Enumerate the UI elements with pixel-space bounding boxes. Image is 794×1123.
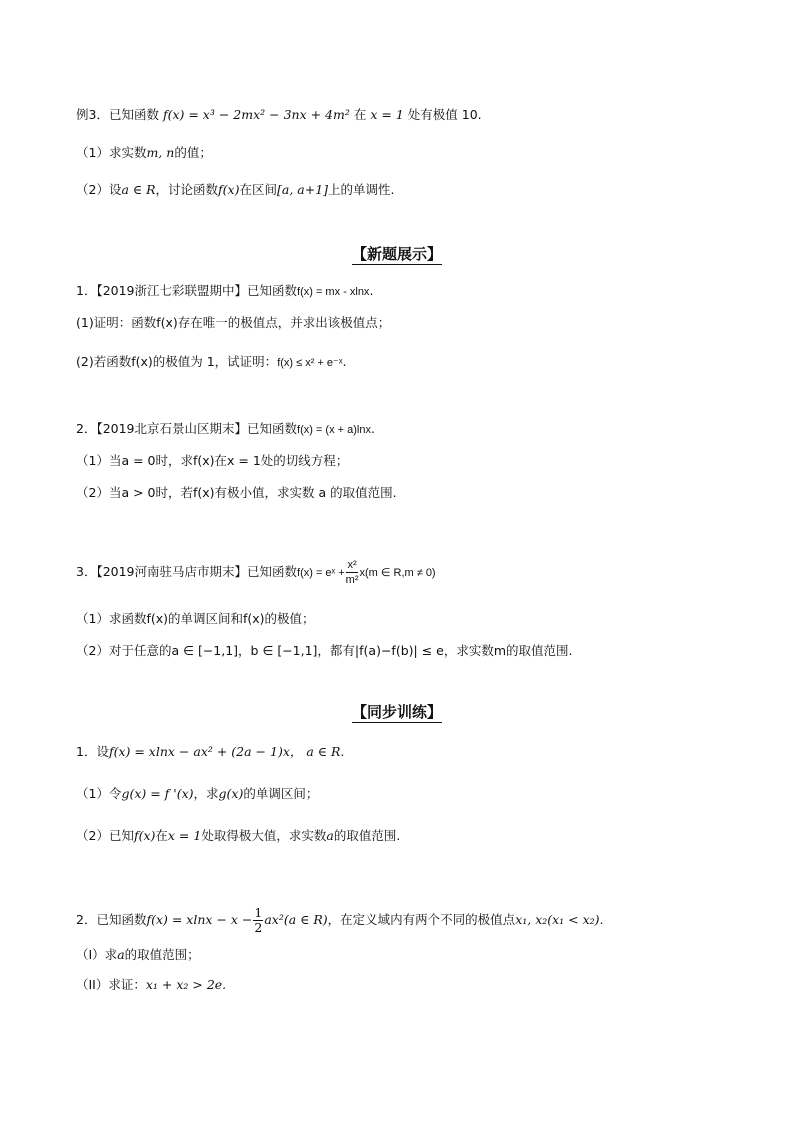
example3-part2-interval: [a, a+1] — [277, 182, 329, 197]
new-problem-2-formula: f(x) = (x + a)lnx — [297, 424, 371, 436]
sync-problem-1-part2-a: a — [326, 828, 334, 843]
new-problem-2-part1: （1）当a = 0时，求f(x)在x = 1处的切线方程； — [76, 453, 349, 468]
new-problem-3-part2: （2）对于任意的a ∈ [−1,1]，b ∈ [−1,1]，都有|f(a)−f(b)| ≤ e，求实数m的取值范围. — [76, 643, 573, 658]
sync-problem-1 — [76, 742, 344, 762]
new-problem-2 — [76, 419, 375, 440]
section-heading-new-text: 【新题展示】 — [351, 245, 442, 263]
new-problem-1-part2-text: (2)若函数f(x)的极值为 1，试证明： — [76, 354, 278, 369]
example3-part1 — [76, 143, 212, 163]
sync-problem-1-part2-mid: 在 — [155, 828, 168, 843]
new-problem-3-head: 3．【2019河南驻马店市期末】已知函数 — [76, 564, 298, 579]
sync-problem-1-part1 — [76, 784, 318, 804]
new-problem-1-part2 — [76, 352, 346, 373]
sync-problem-1-part1-g: g(x) — [218, 786, 244, 801]
sync-problem-1-part2-f: f(x) — [133, 828, 156, 843]
section-heading-sync-text: 【同步训练】 — [351, 703, 442, 721]
example3-part1-post: 的值； — [174, 145, 212, 160]
new-problem-1-head: 1．【2019浙江七彩联盟期中】已知函数 — [76, 283, 298, 298]
sync-problem-1-part1-formula: g(x) = f '(x) — [121, 786, 194, 801]
sync-problem-2-part1-pre: （I）求 — [76, 947, 118, 962]
sync-problem-2-head: 2．已知函数 — [76, 912, 147, 927]
new-problem-3-formula-post: x(m ∈ R,m ≠ 0) — [359, 567, 436, 579]
sync-problem-2-points: x₁, x₂(x₁ < x₂). — [515, 912, 604, 927]
sync-problem-1-part2 — [76, 826, 400, 846]
example3-mid: 在 — [353, 107, 367, 122]
example3-head: 例3．已知函数 — [76, 107, 159, 122]
example3-part2-f: f(x) — [218, 182, 240, 197]
new-problem-1-part2-formula: f(x) ≤ x² + e⁻ˣ — [277, 357, 343, 369]
sync-problem-2-part1-a: a — [117, 947, 125, 962]
sync-problem-1-part1-mid: ，求 — [193, 786, 219, 801]
new-problem-2-tail: . — [370, 421, 375, 436]
sync-problem-2-part2-formula: x₁ + x₂ > 2e. — [145, 977, 227, 992]
new-problem-3 — [76, 556, 436, 589]
example3-tail: 处有极值 10. — [407, 107, 482, 122]
sync-problem-2-formula-post: ax²(a ∈ R) — [264, 912, 328, 927]
example3-part1-pre: （1）求实数 — [76, 145, 147, 160]
section-heading-new — [0, 243, 794, 265]
new-problem-3-fraction — [346, 558, 359, 587]
new-problem-1-part1: (1)证明：函数f(x)存在唯一的极值点，并求出该极值点； — [76, 315, 391, 330]
sync-problem-1-formula: f(x) = xlnx − ax² + (2a − 1)x， a ∈ R. — [108, 744, 345, 759]
sync-problem-1-part2-post: 的取值范围. — [333, 828, 401, 843]
example3-part2-mid: ，讨论函数 — [155, 182, 219, 197]
example3-formula: f(x) = x³ − 2mx² − 3nx + 4m² — [162, 107, 350, 122]
example3-part2-cond: a ∈ R — [121, 182, 156, 197]
new-problem-2-part2: （2）当a > 0时，若f(x)有极小值，求实数 a 的取值范围. — [76, 485, 397, 500]
sync-problem-2 — [76, 904, 604, 936]
sync-problem-2-mid: ，在定义域内有两个不同的极值点 — [327, 912, 516, 927]
sync-problem-1-part2-cond: x = 1 — [167, 828, 202, 843]
new-problem-1-formula: f(x) = mx - xlnx — [297, 286, 370, 298]
example3-part2-pre: （2）设 — [76, 182, 122, 197]
sync-problem-2-part1-post: 的取值范围； — [124, 947, 200, 962]
example3-line — [76, 105, 482, 125]
sync-problem-2-part2 — [76, 975, 226, 995]
example3-part2-post: 上的单调性. — [328, 182, 395, 197]
new-problem-2-head: 2．【2019北京石景山区期末】已知函数 — [76, 421, 298, 436]
sync-problem-1-part2-pre: （2）已知 — [76, 828, 134, 843]
example3-condition: x = 1 — [370, 107, 404, 122]
section-heading-sync — [0, 701, 794, 723]
sync-problem-1-part1-pre: （1）令 — [76, 786, 122, 801]
sync-problem-1-head: 1．设 — [76, 744, 109, 759]
sync-problem-2-frac-top: 1 — [254, 905, 263, 920]
sync-problem-2-formula-pre: f(x) = xlnx − x − — [146, 912, 253, 927]
new-problem-3-formula-pre: f(x) = eˣ + — [297, 567, 345, 579]
example3-part2-mid2: 在区间 — [239, 182, 277, 197]
example3-part1-vars: m, n — [146, 145, 175, 160]
sync-problem-1-part2-mid2: 处取得极大值，求实数 — [201, 828, 327, 843]
example3-part2 — [76, 180, 395, 200]
sync-problem-1-part1-post: 的单调区间； — [243, 786, 319, 801]
new-problem-3-frac-bottom: m² — [345, 574, 359, 586]
new-problem-3-frac-top: x² — [347, 559, 357, 571]
sync-problem-2-part1 — [76, 945, 200, 965]
new-problem-1-tail: . — [369, 283, 374, 298]
new-problem-1-part2-tail: . — [342, 354, 347, 369]
sync-problem-2-fraction — [253, 906, 263, 935]
sync-problem-2-part2-pre: （II）求证： — [76, 977, 146, 992]
new-problem-1 — [76, 281, 373, 302]
sync-problem-2-frac-bottom: 2 — [254, 920, 263, 935]
new-problem-3-part1: （1）求函数f(x)的单调区间和f(x)的极值； — [76, 611, 315, 626]
